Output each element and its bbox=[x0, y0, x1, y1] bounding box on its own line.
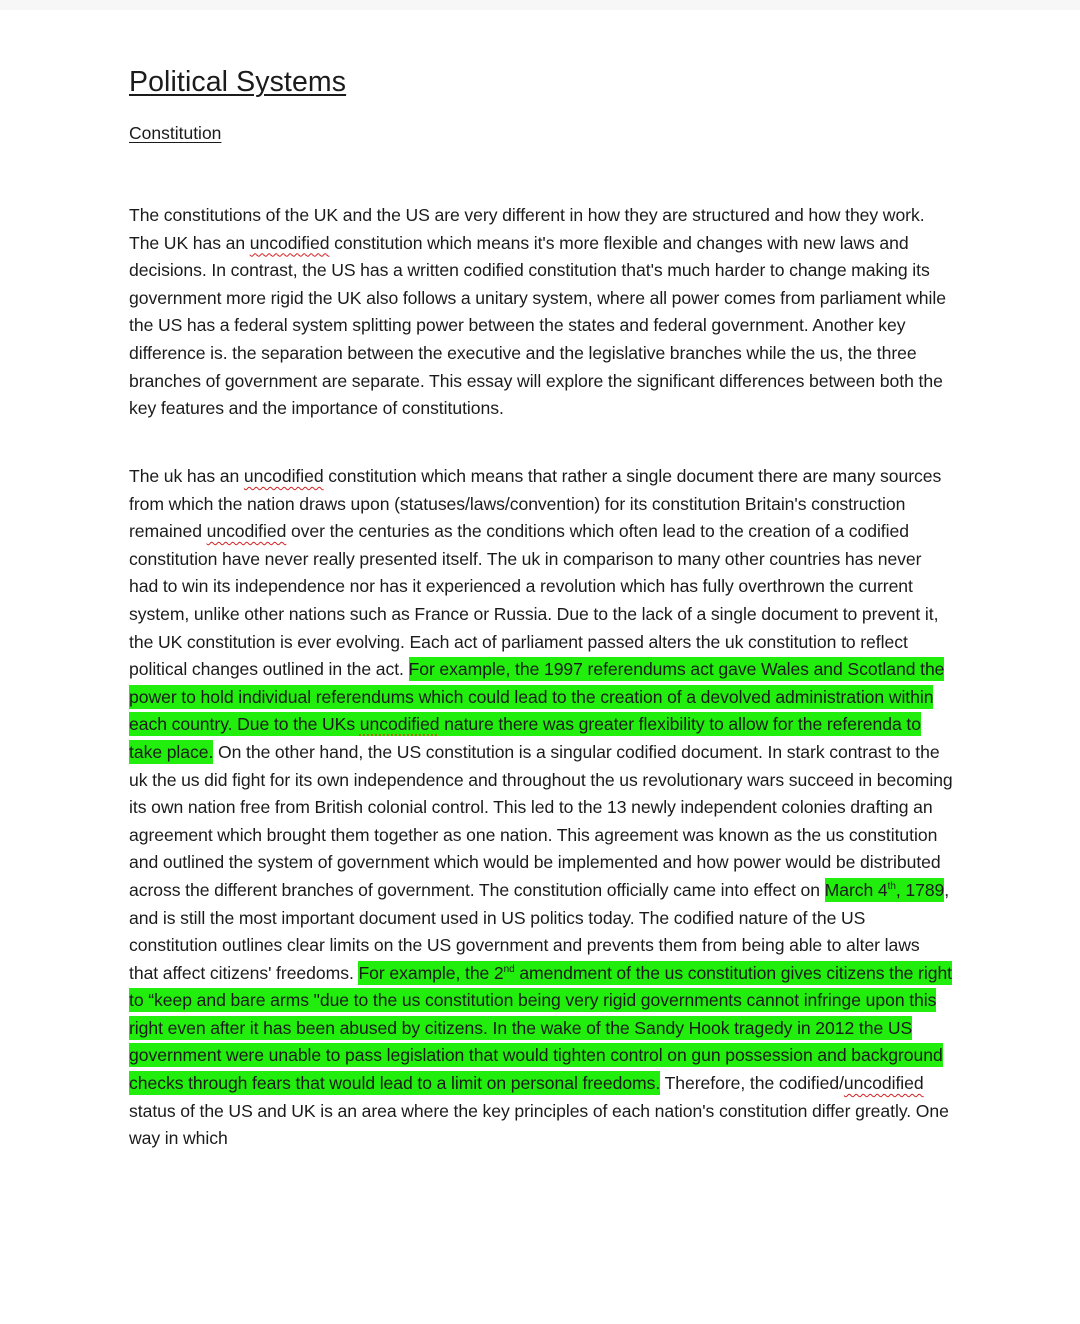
text-run: constitution which means it's more flexible and changes with new laws and decisions. In contrast, the US has a written codified constitution that's much harder to change making its government more rigid the UK also follows a unitary system, where all power comes from parliament while the US has a federal system splitting power between the states and federal government. Another key difference is. the separation between the executive and the legislative branches while the us, the three branches of government are separate. This essay will explore the significant differences between both the key features and the importance of constitutions. bbox=[129, 232, 946, 419]
section-heading: Constitution bbox=[129, 123, 222, 143]
text-run: constitution which means that rather a single document there are many sources from which the nation draws upon (statuses/laws/convention) for its constitution Britain's construction remained bbox=[129, 466, 942, 542]
misspelled-word[interactable]: uncodified bbox=[359, 714, 440, 735]
text-run: The constitutions of the UK and the US are very different in how they are structured and how they work. The UK has an bbox=[129, 205, 925, 253]
superscript-ordinal: th bbox=[887, 880, 896, 892]
text-run: For example, the 2 bbox=[358, 962, 504, 983]
document-page bbox=[129, 60, 953, 1149]
misspelled-word[interactable]: uncodified bbox=[206, 521, 287, 542]
text-run: over the centuries as the conditions which often lead to the creation of a codified constitution have never really presented itself. The uk in comparison to many other countries has never had to win its independence nor has it experienced a revolution which has fully overthrown the current system, unlike other nations such as France or Russia. Due to the lack of a single document to prevent it, the UK constitution is ever evolving. Each act of parliament passed alters the uk constitution to reflect political changes outlined in the act. bbox=[129, 521, 939, 680]
misspelled-word[interactable]: uncodified bbox=[843, 1073, 924, 1094]
text-run: amendment of the us constitution gives citizens the right to “keep and bare arms "due to the us constitution being very rigid governments cannot infringe upon this right even after it has been abused by citizens. In the wake of the Sandy Hook tragedy in 2012 the US government were unable to pass legislation that would tighten control on gun possession and background checks through fears that would lead to a limit on personal freedoms. bbox=[129, 962, 953, 1094]
misspelled-word[interactable]: uncodified bbox=[249, 232, 330, 253]
text-run: The uk has an bbox=[129, 466, 244, 486]
top-bar-strip bbox=[0, 0, 1080, 10]
text-run: nature there was greater flexibility to allow for the referenda to take place. bbox=[129, 714, 921, 762]
text-run: , 1789 bbox=[895, 879, 945, 900]
text-run: status of the US and UK is an area where the key principles of each nation's constitution differ greatly. One way in which bbox=[129, 1100, 949, 1149]
paragraph-codified-uncodified bbox=[129, 463, 953, 1153]
document-title: Political Systems bbox=[129, 66, 347, 98]
text-run: For example, the 1997 referendums act gave Wales and Scotland the power to hold individual referendums which could lead to the creation of a devolved administration within each country. Due to the UKs bbox=[129, 659, 945, 735]
text-run: March 4 bbox=[824, 879, 888, 900]
text-run: On the other hand, the US constitution is a singular codified document. In stark contrast to the uk the us did fight for its own independence and throughout the us revolutionary wars succeed in becoming its own nation free from British colonial control. This led to the 13 newly independent colonies drafting an agreement which brought them together as one nation. This agreement was known as the us constitution and outlined the system of government which would be implemented and how power would be distributed across the different branches of government. The constitution officially came into effect on bbox=[129, 741, 953, 900]
text-run: , and is still the most important document used in US politics today. The codified nature of the US constitution outlines clear limits on the US government and prevents them from being able to alter laws that affect citizens' freedoms. bbox=[129, 879, 950, 983]
superscript-ordinal: nd bbox=[503, 963, 515, 975]
paragraph-introduction bbox=[129, 202, 953, 423]
misspelled-word[interactable]: uncodified bbox=[243, 466, 324, 486]
text-run: Therefore, the codified/ bbox=[660, 1073, 844, 1094]
highlighted-date bbox=[825, 878, 945, 902]
